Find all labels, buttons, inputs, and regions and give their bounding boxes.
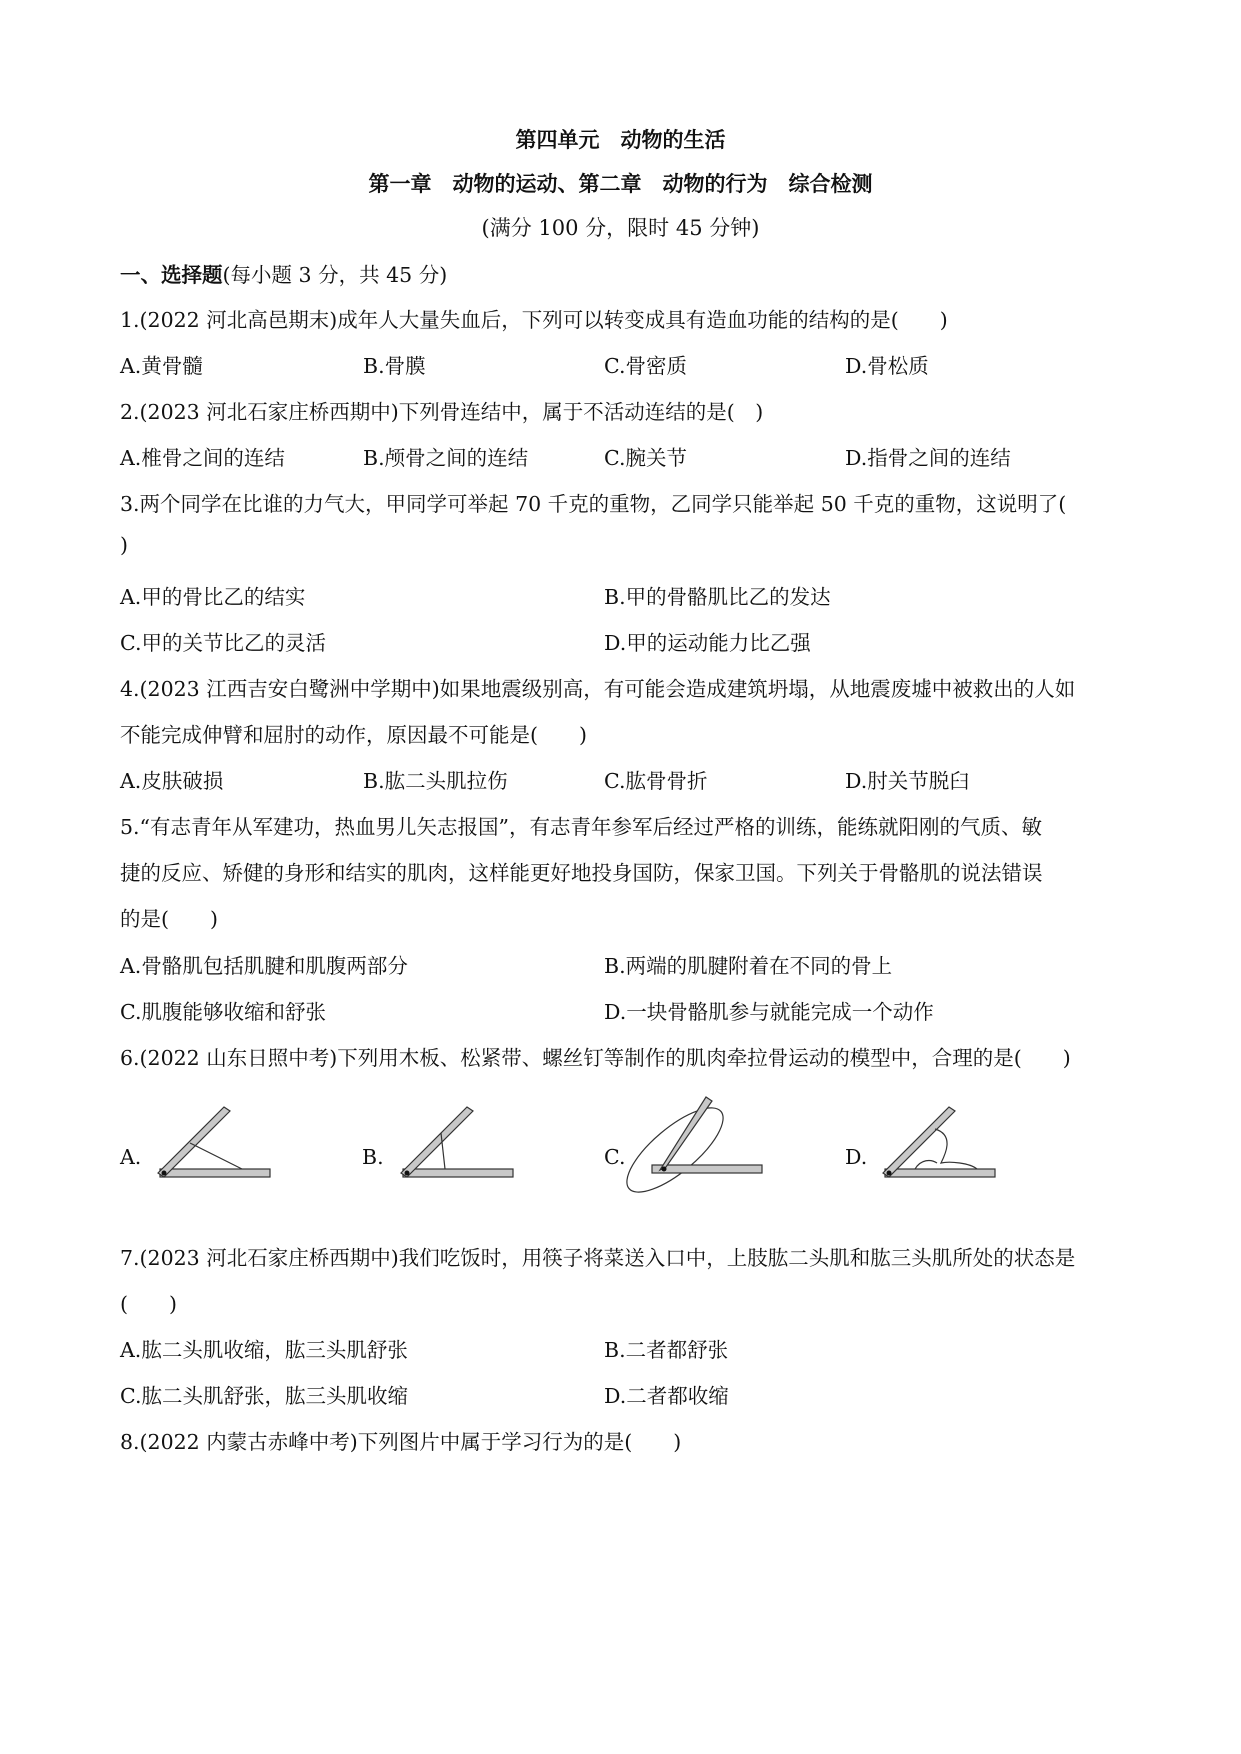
question-1: 1.(2022 河北高邑期末)成年人大量失血后，下列可以转变成具有造血功能的结构的是( ): [120, 308, 948, 332]
q3-option-a: A.甲的骨比乙的结实: [120, 585, 306, 609]
q6-figure-label-c: C.: [604, 1145, 626, 1169]
q2-option-c: C.腕关节: [604, 446, 687, 470]
q4-option-b: B.肱二头肌拉伤: [363, 769, 508, 793]
question-7-line-2: ( ): [120, 1292, 177, 1316]
q2-option-a: A.椎骨之间的连结: [120, 446, 285, 470]
q6-figure-d: [875, 1105, 995, 1185]
q6-figure-label-b: B.: [362, 1145, 384, 1169]
unit-title: 第四单元 动物的生活: [515, 128, 726, 152]
q6-figure-b: [393, 1105, 513, 1185]
question-3-line-1: 3.两个同学在比谁的力气大，甲同学可举起 70 千克的重物，乙同学只能举起 50 千克的重物，这说明了(: [120, 492, 1067, 516]
question-4-line-2: 不能完成伸臂和屈肘的动作，原因最不可能是( ): [120, 723, 587, 747]
chapter-title: 第一章 动物的运动、第二章 动物的行为 综合检测: [368, 172, 873, 196]
q7-option-d: D.二者都收缩: [604, 1384, 729, 1408]
question-6: 6.(2022 山东日照中考)下列用木板、松紧带、螺丝钉等制作的肌肉牵拉骨运动的模型中，合理的是( ): [120, 1046, 1071, 1070]
q5-option-b: B.两端的肌腱附着在不同的骨上: [604, 954, 893, 978]
q1-option-b: B.骨膜: [363, 354, 426, 378]
q1-option-a: A.黄骨髓: [120, 354, 203, 378]
section-note: (每小题 3 分，共 45 分): [222, 263, 448, 287]
score-note: (满分 100 分，限时 45 分钟): [481, 216, 760, 240]
q3-option-b: B.甲的骨骼肌比乙的发达: [604, 585, 831, 609]
q4-option-d: D.肘关节脱臼: [845, 769, 970, 793]
question-7-line-1: 7.(2023 河北石家庄桥西期中)我们吃饭时，用筷子将菜送入口中，上肢肱二头肌和肱三头肌所处的状态是: [120, 1246, 1076, 1270]
question-5-line-2: 捷的反应、矫健的身形和结实的肌肉，这样能更好地投身国防，保家卫国。下列关于骨骼肌的说法错误: [120, 861, 1043, 885]
q7-option-c: C.肱二头肌舒张，肱三头肌收缩: [120, 1384, 408, 1408]
q1-option-c: C.骨密质: [604, 354, 687, 378]
q2-option-d: D.指骨之间的连结: [845, 446, 1011, 470]
q5-option-a: A.骨骼肌包括肌腱和肌腹两部分: [120, 954, 408, 978]
question-5-line-3: 的是( ): [120, 907, 218, 931]
q6-figure-a: [150, 1105, 270, 1185]
q3-option-d: D.甲的运动能力比乙强: [604, 631, 811, 655]
question-5-line-1: 5.“有志青年从军建功，热血男儿矢志报国”，有志青年参军后经过严格的训练，能练就阳刚的气质、敏: [120, 815, 1043, 839]
question-3-line-2: ): [120, 533, 128, 557]
section-title: 一、选择题: [120, 263, 223, 287]
q6-figure-label-a: A.: [120, 1145, 142, 1169]
q5-option-d: D.一块骨骼肌参与就能完成一个动作: [604, 1000, 934, 1024]
section-heading: [120, 258, 447, 288]
q2-option-b: B.颅骨之间的连结: [363, 446, 529, 470]
q6-figure-label-d: D.: [845, 1145, 868, 1169]
q6-figure-c: [630, 1095, 770, 1195]
q4-option-a: A.皮肤破损: [120, 769, 224, 793]
question-4-line-1: 4.(2023 江西吉安白鹭洲中学期中)如果地震级别高，有可能会造成建筑坍塌，从地震废墟中被救出的人如: [120, 677, 1076, 701]
q3-option-c: C.甲的关节比乙的灵活: [120, 631, 326, 655]
q7-option-a: A.肱二头肌收缩，肱三头肌舒张: [120, 1338, 408, 1362]
q7-option-b: B.二者都舒张: [604, 1338, 729, 1362]
question-8: 8.(2022 内蒙古赤峰中考)下列图片中属于学习行为的是( ): [120, 1430, 682, 1454]
question-2: 2.(2023 河北石家庄桥西期中)下列骨连结中，属于不活动连结的是( ): [120, 400, 764, 424]
q1-option-d: D.骨松质: [845, 354, 929, 378]
q5-option-c: C.肌腹能够收缩和舒张: [120, 1000, 326, 1024]
q4-option-c: C.肱骨骨折: [604, 769, 708, 793]
